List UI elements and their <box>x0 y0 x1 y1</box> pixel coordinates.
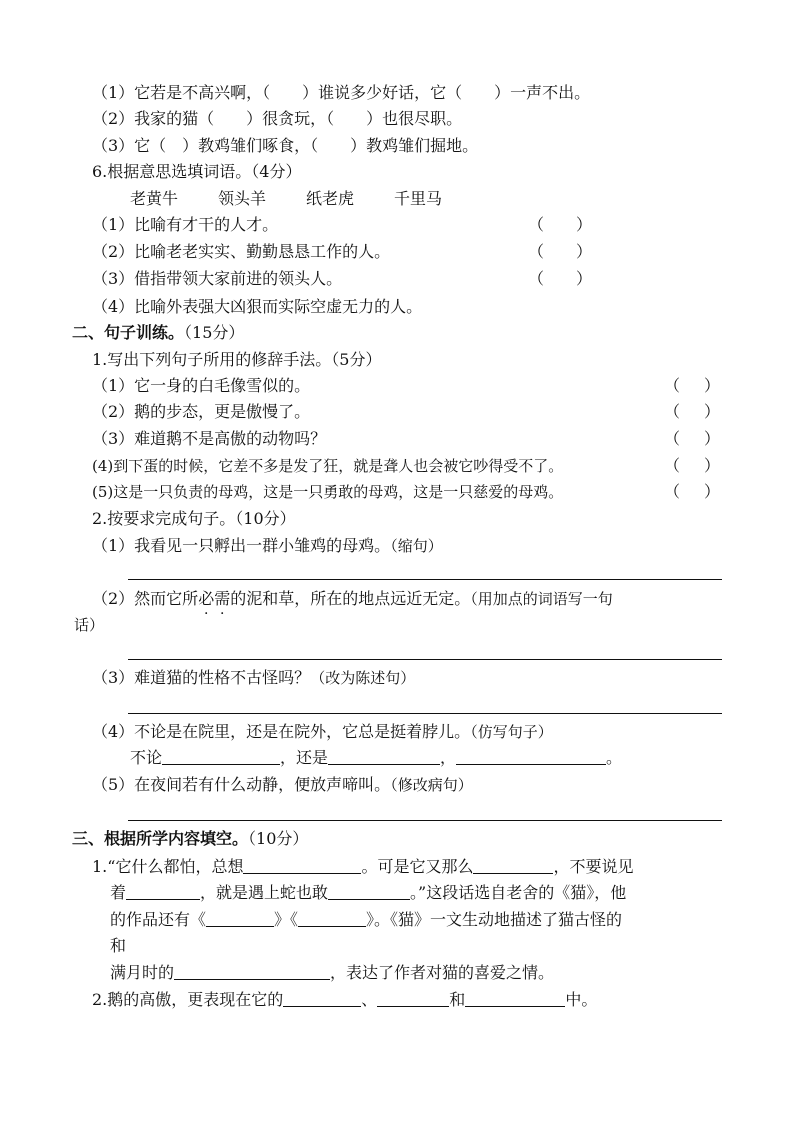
q6-item-4: （4）比喻外表强大凶狠而实际空虚无力的人。 <box>92 297 423 316</box>
s2-q2-item-4-template <box>130 747 622 769</box>
s2-q2-item-1-req: （缩句） <box>390 537 443 555</box>
s2-q1-answer-2-open[interactable]: （ <box>664 402 681 421</box>
section3-heading <box>72 828 308 850</box>
q6-item-2: （2）比喻老老实实、勤勤恳恳工作的人。 <box>92 242 391 261</box>
s3-q1-line-3 <box>110 909 622 931</box>
blank-s3-6[interactable] <box>298 910 366 927</box>
s2-q1-answer-1-close: ） <box>704 376 721 395</box>
s2-q1-answer-1-open[interactable]: （ <box>664 376 681 395</box>
answer-line-2[interactable] <box>128 659 722 660</box>
s2-q1-item-4: (4)到下蛋的时候，它差不多是发了狂，就是聋人也会被它吵得受不了。 <box>92 457 564 475</box>
section2-heading <box>72 322 244 344</box>
s2-q1-answer-3-close: ） <box>704 429 721 448</box>
section2-score: （15分） <box>184 323 245 342</box>
answer-line-3[interactable] <box>128 713 722 714</box>
s2-q2-item-5-req: （修改病句） <box>390 776 473 794</box>
s3-q2 <box>92 989 597 1011</box>
s3-q2-b: 、 <box>361 990 378 1009</box>
s2-q1-answer-3-open[interactable]: （ <box>664 429 681 448</box>
s2-q1-item-5: (5)这是一只负责的母鸡，这是一只勇敢的母鸡，这是一只慈爱的母鸡。 <box>92 483 564 501</box>
s3-q1-c: ，不要说见 <box>553 857 634 876</box>
blank-s3-2[interactable] <box>473 857 553 874</box>
q5-item-1: （1）它若是不高兴啊，（ ）谁说多少好话，它（ ）一声不出。 <box>92 83 591 102</box>
blank-3[interactable] <box>456 748 606 765</box>
s3-q1-b: 。可是它又那么 <box>361 857 474 876</box>
s2-q2-item-4-req: （仿写句子） <box>470 723 553 741</box>
answer-line-1[interactable] <box>128 579 722 580</box>
s2-q1-title: 1.写出下列句子所用的修辞手法。（5分） <box>92 350 382 369</box>
s3-q1-e: ，就是遇上蛇也敢 <box>200 883 329 902</box>
answer-line-4[interactable] <box>128 820 722 821</box>
blank-s3-7[interactable] <box>174 963 330 980</box>
s2-q1-answer-5-close: ） <box>704 482 721 501</box>
s2-q1-item-1: （1）它一身的白毛像雪似的。 <box>92 376 311 395</box>
template-part-d: 。 <box>606 748 623 767</box>
template-part-a: 不论 <box>130 748 163 767</box>
word-4: 千里马 <box>394 189 443 208</box>
s2-q2-item-5 <box>92 774 473 796</box>
s3-q1-l: ，表达了作者对猫的喜爱之情。 <box>330 963 555 982</box>
s3-q1-line-4: 和 <box>110 936 127 955</box>
s3-q2-d: 中。 <box>565 990 598 1009</box>
blank-s3-5[interactable] <box>206 910 274 927</box>
s2-q2-item-3-text: （3）难道猫的性格不古怪吗？ <box>92 668 311 687</box>
s3-q2-a: 2.鹅的高傲，更表现在它的 <box>92 990 284 1009</box>
q5-item-3: （3）它（ ）教鸡雏们啄食，（ ）教鸡雏们掘地。 <box>92 136 479 155</box>
s3-q1-i: 》。《猫》一文生动地描述了猫古怪的 <box>366 910 623 929</box>
s2-q2-item-2-pre: （2）然而它所 <box>92 589 199 608</box>
s3-q1-a: 1.“它什么都怕，总想 <box>92 857 244 876</box>
s3-q1-d: 着 <box>110 883 127 902</box>
blank-2[interactable] <box>328 748 440 765</box>
s2-q2-item-4 <box>92 721 553 743</box>
q6-answer-2[interactable]: （ ） <box>528 242 593 261</box>
s3-q1-line-2 <box>110 882 626 904</box>
section3-title: 三、根据所学内容填空。 <box>72 829 249 848</box>
dotted-char-1: 必 <box>198 589 215 608</box>
s3-q1-g: 的作品还有《 <box>110 910 207 929</box>
dotted-char-2: 需 <box>214 589 231 608</box>
q6-item-3: （3）借指带领大家前进的领头人。 <box>92 269 343 288</box>
s3-q1-line-1 <box>92 856 633 878</box>
section3-score: （10分） <box>248 829 309 848</box>
template-part-b: ，还是 <box>280 748 329 767</box>
s2-q2-title: 2.按要求完成句子。（10分） <box>92 509 296 528</box>
s3-q1-line-5 <box>110 962 554 984</box>
s2-q2-item-5-text: （5）在夜间若有什么动静，便放声啼叫。 <box>92 775 391 794</box>
word-1: 老黄牛 <box>130 189 179 208</box>
blank-1[interactable] <box>162 748 280 765</box>
blank-s3-3[interactable] <box>126 883 200 900</box>
section2-title: 二、句子训练。 <box>72 323 185 342</box>
word-3: 纸老虎 <box>306 189 355 208</box>
s3-q1-f: 。”这段话选自老舍的《猫》，他 <box>410 883 627 902</box>
s2-q1-item-2: （2）鹅的步态，更是傲慢了。 <box>92 402 311 421</box>
s3-q1-h: 》《 <box>274 910 299 929</box>
q6-item-1: （1）比喻有才干的人才。 <box>92 215 279 234</box>
q5-item-2: （2）我家的猫（ ）很贪玩，（ ）也很尽职。 <box>92 109 463 128</box>
blank-s3-4[interactable] <box>328 883 410 900</box>
s2-q2-item-2-req: （用加点的词语写一句 <box>470 590 613 608</box>
s2-q1-answer-5-open[interactable]: （ <box>664 482 681 501</box>
s2-q1-answer-4-close: ） <box>704 456 721 475</box>
q6-answer-1[interactable]: （ ） <box>528 215 593 234</box>
s2-q1-item-3: （3）难道鹅不是高傲的动物吗？ <box>92 429 327 448</box>
s2-q2-item-3-req: （改为陈述句） <box>310 669 416 687</box>
blank-s3-10[interactable] <box>465 990 565 1007</box>
s2-q2-item-1 <box>92 535 443 557</box>
s2-q2-item-2 <box>92 588 613 610</box>
blank-s3-9[interactable] <box>377 990 449 1007</box>
blank-s3-8[interactable] <box>283 990 361 1007</box>
blank-s3-1[interactable] <box>243 857 361 874</box>
q6-title: 6.根据意思选填词语。（4分） <box>92 162 302 181</box>
s2-q2-item-2-wrap: 话） <box>74 616 105 634</box>
s2-q2-item-3 <box>92 667 415 689</box>
s2-q2-item-1-text: （1）我看见一只孵出一群小雏鸡的母鸡。 <box>92 536 391 555</box>
s3-q2-c: 和 <box>449 990 466 1009</box>
q6-answer-3[interactable]: （ ） <box>528 269 593 288</box>
s2-q1-answer-4-open[interactable]: （ <box>664 456 681 475</box>
s3-q1-k: 满月时的 <box>110 963 175 982</box>
s2-q1-answer-2-close: ） <box>704 402 721 421</box>
q6-word-bank <box>130 188 482 210</box>
template-part-c: ， <box>440 748 457 767</box>
s2-q2-item-4-text: （4）不论是在院里，还是在院外，它总是挺着脖儿。 <box>92 722 471 741</box>
s2-q2-item-2-post: 的泥和草，所在的地点远近无定。 <box>230 589 471 608</box>
word-2: 领头羊 <box>218 189 267 208</box>
